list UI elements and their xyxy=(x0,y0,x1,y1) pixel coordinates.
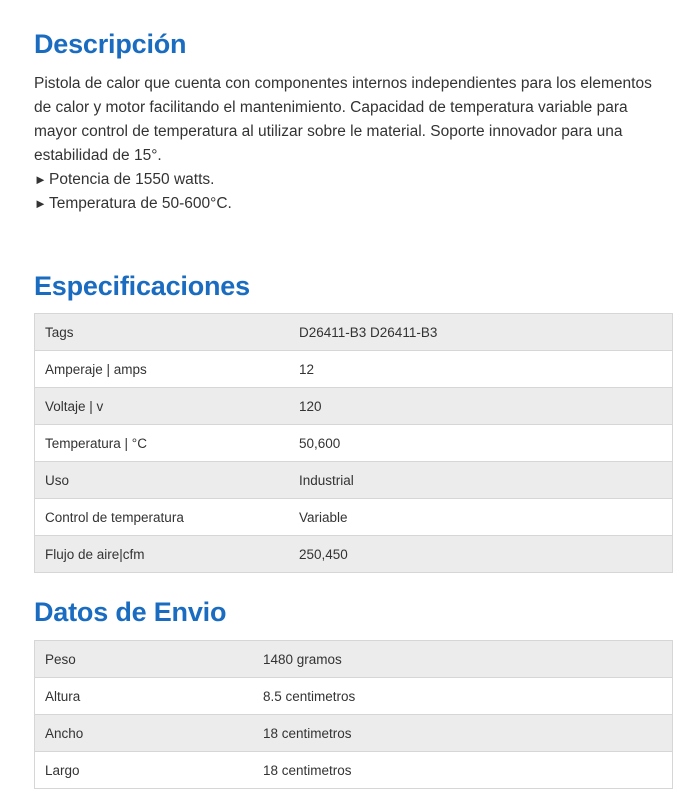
bullet-item xyxy=(34,168,654,192)
table-row xyxy=(35,351,673,388)
arrow-bullet-icon: ► xyxy=(34,196,47,211)
table-row xyxy=(35,752,673,789)
table-row xyxy=(35,715,673,752)
shipping-heading: Datos de Envio xyxy=(34,597,227,627)
description-heading: Descripción xyxy=(34,29,187,59)
bullet-item xyxy=(34,192,654,216)
table-row xyxy=(35,388,673,425)
spec-value: Industrial xyxy=(289,462,673,499)
shipping-value: 8.5 centimetros xyxy=(253,678,673,715)
table-row xyxy=(35,536,673,573)
shipping-table xyxy=(34,640,673,789)
spec-label: Voltaje | v xyxy=(35,388,290,425)
specifications-table xyxy=(34,313,673,573)
table-row xyxy=(35,641,673,678)
spec-label: Temperatura | °C xyxy=(35,425,290,462)
description-paragraph: Pistola de calor que cuenta con componentes internos independientes para los elementos de calor y motor facilitando el mantenimiento. Capacidad de temperatura variable para mayor control de temperatura al utilizar sobre le material. Soporte innovador para una estabilidad de 15°. xyxy=(34,75,652,164)
table-row xyxy=(35,462,673,499)
spec-value: D26411-B3 D26411-B3 xyxy=(289,314,673,351)
spec-value: 250,450 xyxy=(289,536,673,573)
shipping-label: Largo xyxy=(35,752,254,789)
bullet-text: Temperatura de 50-600°C. xyxy=(49,195,232,212)
shipping-value: 18 centimetros xyxy=(253,752,673,789)
table-row xyxy=(35,678,673,715)
arrow-bullet-icon: ► xyxy=(34,172,47,187)
shipping-label: Ancho xyxy=(35,715,254,752)
spec-value: 120 xyxy=(289,388,673,425)
spec-label: Control de temperatura xyxy=(35,499,290,536)
table-row xyxy=(35,499,673,536)
table-row xyxy=(35,425,673,462)
specifications-heading: Especificaciones xyxy=(34,271,250,301)
shipping-value: 1480 gramos xyxy=(253,641,673,678)
spec-value: 12 xyxy=(289,351,673,388)
shipping-label: Altura xyxy=(35,678,254,715)
table-row xyxy=(35,314,673,351)
spec-label: Flujo de aire|cfm xyxy=(35,536,290,573)
spec-label: Tags xyxy=(35,314,290,351)
spec-value: 50,600 xyxy=(289,425,673,462)
description-block xyxy=(34,72,654,216)
bullet-text: Potencia de 1550 watts. xyxy=(49,171,215,188)
spec-label: Uso xyxy=(35,462,290,499)
shipping-label: Peso xyxy=(35,641,254,678)
spec-value: Variable xyxy=(289,499,673,536)
shipping-value: 18 centimetros xyxy=(253,715,673,752)
spec-label: Amperaje | amps xyxy=(35,351,290,388)
